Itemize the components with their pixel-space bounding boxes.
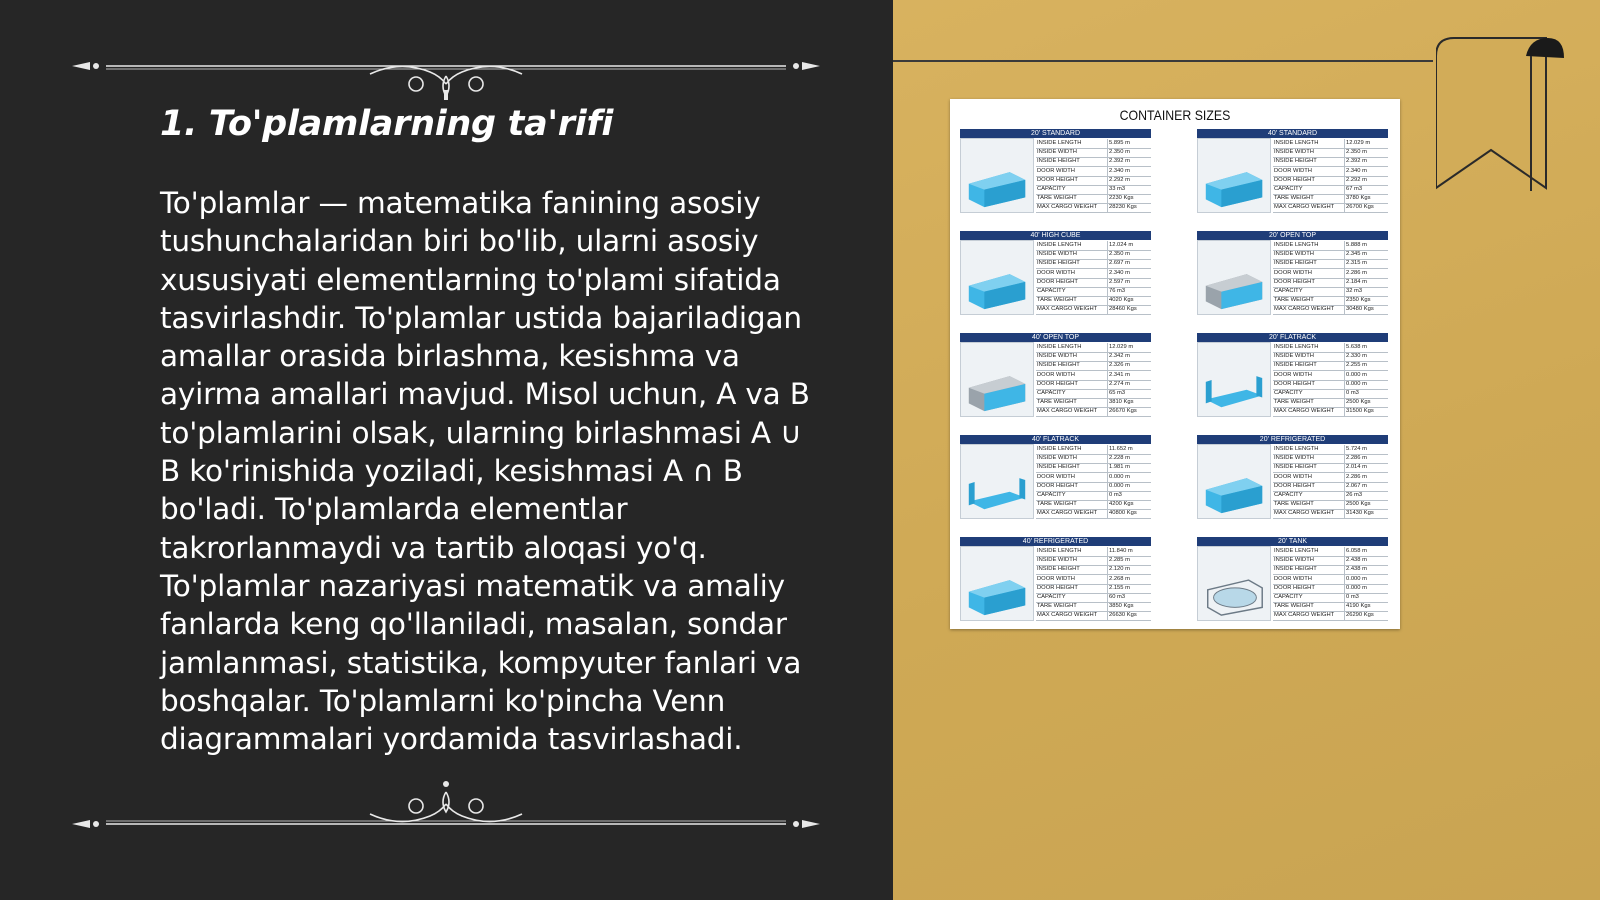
container-illustration	[1197, 240, 1271, 315]
spec-label: MAX CARGO WEIGHT	[1037, 407, 1108, 416]
spec-label: INSIDE WIDTH	[1037, 148, 1108, 157]
body-line: To'plamlar nazariyasi matematik va amaliy	[160, 568, 785, 603]
spec-label: DOOR HEIGHT	[1274, 584, 1345, 593]
container-illustration	[960, 444, 1034, 519]
top-ornament-divider	[66, 40, 826, 100]
spec-label: INSIDE WIDTH	[1037, 250, 1108, 259]
container-spec-table	[1036, 547, 1151, 621]
spec-value: 26670 Kgs	[1109, 408, 1137, 415]
body-line: tushunchalaridan biri bo'lib, ularni asosiy	[160, 224, 759, 259]
container-spec-card	[960, 333, 1151, 417]
spec-label: MAX CARGO WEIGHT	[1274, 611, 1345, 620]
spec-value: 2.350 m	[1109, 149, 1130, 156]
container-spec-card	[1197, 435, 1388, 519]
spec-label: CAPACITY	[1037, 185, 1108, 194]
spec-label: DOOR HEIGHT	[1037, 482, 1108, 491]
container-spec-card	[1197, 537, 1388, 621]
container-sizes-title: CONTAINER SIZES	[1119, 107, 1231, 123]
spec-value: 5.895 m	[1109, 140, 1130, 146]
container-illustration	[1197, 546, 1271, 621]
spec-value: 2.120 m	[1109, 566, 1130, 573]
spec-label: CAPACITY	[1274, 593, 1345, 602]
spec-label: MAX CARGO WEIGHT	[1037, 203, 1108, 212]
container-illustration	[960, 546, 1034, 621]
container-type-label: 20' TANK	[1197, 537, 1388, 546]
container-type-label: 20' STANDARD	[960, 129, 1151, 138]
spec-label: INSIDE LENGTH	[1274, 139, 1345, 148]
spec-label: INSIDE LENGTH	[1037, 343, 1108, 352]
spec-value: 60 m3	[1109, 594, 1126, 600]
container-type-label: 40' STANDARD	[1197, 129, 1388, 138]
container-spec-card	[1197, 129, 1388, 213]
spec-value: 2.330 m	[1346, 353, 1367, 360]
slide-title: 1. To'plamlarning ta'rifi	[160, 104, 614, 144]
spec-value: 2350 Kgs	[1346, 297, 1371, 304]
spec-value: 2.350 m	[1109, 251, 1130, 258]
container-spec-table	[1036, 343, 1151, 417]
spec-label: INSIDE HEIGHT	[1037, 259, 1108, 268]
container-spec-card	[960, 129, 1151, 213]
spec-row	[1036, 407, 1151, 417]
container-type-label: 40' REFRIGERATED	[960, 537, 1151, 546]
spec-row	[1036, 305, 1151, 315]
spec-label: CAPACITY	[1037, 389, 1108, 398]
spec-value: 3810 Kgs	[1109, 399, 1134, 406]
spec-label: TARE WEIGHT	[1037, 194, 1108, 203]
spec-label: CAPACITY	[1274, 491, 1345, 500]
spec-label: INSIDE WIDTH	[1274, 556, 1345, 565]
spec-value: 2500 Kgs	[1346, 399, 1371, 406]
spec-value: 11.840 m	[1109, 548, 1133, 554]
spec-label: INSIDE HEIGHT	[1037, 565, 1108, 574]
spec-label: DOOR WIDTH	[1037, 575, 1108, 584]
container-spec-table	[1036, 445, 1151, 519]
spec-label: INSIDE HEIGHT	[1274, 463, 1345, 472]
divider-line	[893, 60, 1433, 62]
spec-row	[1036, 611, 1151, 621]
container-spec-table	[1036, 241, 1151, 315]
spec-value: 3850 Kgs	[1109, 603, 1134, 610]
body-line: boshqalar. To'plamlarni ko'pincha Venn	[160, 683, 726, 718]
body-line: tasvirlashdir. To'plamlar ustida bajariladigan	[160, 300, 802, 335]
spec-label: INSIDE HEIGHT	[1274, 361, 1345, 370]
spec-label: MAX CARGO WEIGHT	[1037, 305, 1108, 314]
spec-value: 2.350 m	[1346, 149, 1367, 156]
spec-label: CAPACITY	[1037, 593, 1108, 602]
spec-value: 31430 Kgs	[1346, 510, 1374, 517]
spec-value: 26290 Kgs	[1346, 612, 1374, 619]
spec-label: INSIDE LENGTH	[1037, 445, 1108, 454]
spec-label: DOOR HEIGHT	[1274, 278, 1345, 287]
spec-label: TARE WEIGHT	[1037, 602, 1108, 611]
container-type-label: 20' OPEN TOP	[1197, 231, 1388, 240]
container-illustration	[960, 138, 1034, 213]
spec-row	[1273, 407, 1388, 417]
spec-value: 76 m3	[1109, 288, 1126, 294]
spec-value: 2.268 m	[1109, 575, 1130, 582]
spec-label: DOOR WIDTH	[1037, 167, 1108, 176]
spec-value: 2.438 m	[1346, 557, 1367, 564]
spec-value: 2.014 m	[1346, 464, 1367, 471]
spec-value: 2.286 m	[1346, 455, 1367, 462]
spec-label: INSIDE WIDTH	[1274, 250, 1345, 259]
spec-value: 32 m3	[1346, 288, 1363, 294]
spec-value: 65 m3	[1109, 390, 1126, 396]
spec-value: 2.286 m	[1346, 473, 1367, 480]
spec-label: INSIDE HEIGHT	[1037, 157, 1108, 166]
spec-value: 2.438 m	[1346, 566, 1367, 573]
bottom-ornament-divider	[66, 770, 826, 830]
spec-value: 0 m3	[1109, 492, 1122, 498]
spec-value: 5.724 m	[1346, 446, 1367, 452]
spec-label: DOOR HEIGHT	[1274, 176, 1345, 185]
container-spec-card	[960, 537, 1151, 621]
container-sizes-image	[950, 99, 1400, 629]
spec-value: 4200 Kgs	[1109, 501, 1134, 508]
container-spec-table	[1273, 547, 1388, 621]
spec-label: MAX CARGO WEIGHT	[1037, 611, 1108, 620]
spec-label: DOOR WIDTH	[1037, 371, 1108, 380]
spec-value: 12.029 m	[1109, 344, 1134, 350]
spec-value: 4020 Kgs	[1109, 297, 1134, 304]
spec-label: INSIDE HEIGHT	[1274, 259, 1345, 268]
spec-value: 2.392 m	[1346, 158, 1367, 165]
spec-value: 3780 Kgs	[1346, 195, 1371, 202]
spec-value: 2.340 m	[1346, 167, 1367, 174]
spec-value: 12.024 m	[1109, 242, 1134, 248]
spec-label: DOOR HEIGHT	[1274, 380, 1345, 389]
spec-value: 2.340 m	[1109, 269, 1130, 276]
spec-value: 1.981 m	[1109, 464, 1130, 471]
spec-label: CAPACITY	[1274, 389, 1345, 398]
spec-value: 0.000 m	[1346, 575, 1367, 582]
container-spec-table	[1273, 139, 1388, 213]
spec-label: INSIDE HEIGHT	[1274, 157, 1345, 166]
spec-label: INSIDE WIDTH	[1274, 352, 1345, 361]
spec-row	[1036, 203, 1151, 213]
body-line: xususiyati elementlarning to'plami sifatida	[160, 262, 781, 297]
container-spec-table	[1273, 343, 1388, 417]
spec-value: 26 m3	[1346, 492, 1363, 498]
container-type-label: 20' REFRIGERATED	[1197, 435, 1388, 444]
spec-value: 2.340 m	[1109, 167, 1130, 174]
spec-label: DOOR HEIGHT	[1037, 584, 1108, 593]
spec-label: INSIDE HEIGHT	[1274, 565, 1345, 574]
container-spec-table	[1273, 445, 1388, 519]
spec-label: INSIDE LENGTH	[1274, 445, 1345, 454]
spec-label: INSIDE WIDTH	[1037, 556, 1108, 565]
spec-value: 33 m3	[1109, 186, 1126, 192]
body-line: B ko'rinishida yoziladi, kesishmasi A ∩ B	[160, 454, 743, 489]
spec-label: INSIDE WIDTH	[1037, 352, 1108, 361]
spec-value: 0 m3	[1346, 390, 1359, 396]
spec-label: CAPACITY	[1037, 287, 1108, 296]
spec-value: 2.341 m	[1109, 371, 1130, 378]
container-spec-card	[960, 435, 1151, 519]
spec-value: 2500 Kgs	[1346, 501, 1371, 508]
spec-label: TARE WEIGHT	[1274, 194, 1345, 203]
spec-value: 2.326 m	[1109, 362, 1130, 369]
container-illustration	[960, 240, 1034, 315]
spec-row	[1273, 611, 1388, 621]
spec-value: 12.029 m	[1346, 140, 1371, 146]
body-line: takrorlanmaydi va tartib aloqasi yo'q.	[160, 530, 707, 565]
spec-label: INSIDE LENGTH	[1274, 241, 1345, 250]
container-spec-card	[1197, 231, 1388, 315]
spec-label: INSIDE LENGTH	[1274, 343, 1345, 352]
spec-value: 5.888 m	[1346, 242, 1367, 248]
spec-label: DOOR WIDTH	[1274, 575, 1345, 584]
spec-value: 2.315 m	[1346, 260, 1367, 267]
body-line: bo'ladi. To'plamlarda elementlar	[160, 492, 628, 527]
spec-value: 4190 Kgs	[1346, 603, 1371, 610]
spec-label: INSIDE WIDTH	[1037, 454, 1108, 463]
spec-label: INSIDE WIDTH	[1274, 454, 1345, 463]
bookmark-ribbon-icon	[1436, 36, 1566, 196]
spec-row	[1273, 203, 1388, 213]
spec-label: CAPACITY	[1274, 185, 1345, 194]
body-line: amallar orasida birlashma, kesishma va	[160, 339, 740, 374]
container-spec-table	[1036, 139, 1151, 213]
spec-label: TARE WEIGHT	[1274, 602, 1345, 611]
spec-label: TARE WEIGHT	[1274, 398, 1345, 407]
container-illustration	[1197, 444, 1271, 519]
spec-label: MAX CARGO WEIGHT	[1274, 305, 1345, 314]
spec-value: 2.155 m	[1109, 584, 1130, 591]
body-line: jamlanmasi, statistika, kompyuter fanlari va	[160, 645, 802, 680]
spec-value: 0.000 m	[1346, 584, 1367, 591]
spec-label: DOOR WIDTH	[1037, 269, 1108, 278]
spec-value: 5.638 m	[1346, 344, 1367, 350]
container-illustration	[1197, 342, 1271, 417]
spec-value: 2.286 m	[1346, 269, 1367, 276]
spec-label: INSIDE HEIGHT	[1037, 463, 1108, 472]
body-line: to'plamlarini olsak, ularning birlashmasi A ∪	[160, 415, 802, 450]
spec-label: TARE WEIGHT	[1037, 398, 1108, 407]
spec-label: INSIDE LENGTH	[1037, 547, 1108, 556]
spec-label: TARE WEIGHT	[1274, 500, 1345, 509]
spec-value: 0.000 m	[1109, 482, 1130, 489]
spec-value: 2.184 m	[1346, 278, 1367, 285]
spec-label: DOOR HEIGHT	[1274, 482, 1345, 491]
spec-value: 0.000 m	[1346, 380, 1367, 387]
spec-label: DOOR HEIGHT	[1037, 176, 1108, 185]
spec-value: 2.255 m	[1346, 362, 1367, 369]
body-line: ayirma amallari mavjud. Misol uchun, A va B	[160, 377, 810, 412]
spec-value: 6.058 m	[1346, 548, 1367, 554]
spec-label: MAX CARGO WEIGHT	[1274, 407, 1345, 416]
spec-label: DOOR WIDTH	[1037, 473, 1108, 482]
spec-value: 0.000 m	[1109, 473, 1130, 480]
body-line: To'plamlar — matematika fanining asosiy	[160, 186, 761, 220]
spec-value: 2.274 m	[1109, 380, 1130, 387]
body-line: fanlarda keng qo'llaniladi, masalan, sondar	[160, 607, 787, 642]
spec-value: 26630 Kgs	[1109, 612, 1137, 619]
spec-label: CAPACITY	[1274, 287, 1345, 296]
container-spec-card	[1197, 333, 1388, 417]
spec-value: 30480 Kgs	[1346, 306, 1374, 313]
spec-value: 28460 Kgs	[1109, 306, 1137, 313]
container-spec-table	[1273, 241, 1388, 315]
spec-value: 40800 Kgs	[1109, 510, 1137, 517]
spec-value: 2.285 m	[1109, 557, 1130, 564]
spec-value: 2.292 m	[1346, 176, 1367, 183]
container-illustration	[1197, 138, 1271, 213]
spec-value: 2.697 m	[1109, 260, 1130, 267]
spec-value: 2.597 m	[1109, 278, 1130, 285]
spec-label: CAPACITY	[1037, 491, 1108, 500]
container-type-label: 40' OPEN TOP	[960, 333, 1151, 342]
spec-label: INSIDE LENGTH	[1037, 241, 1108, 250]
spec-label: MAX CARGO WEIGHT	[1274, 203, 1345, 212]
spec-value: 67 m3	[1346, 186, 1363, 192]
spec-label: INSIDE LENGTH	[1274, 547, 1345, 556]
spec-label: TARE WEIGHT	[1037, 500, 1108, 509]
container-spec-card	[960, 231, 1151, 315]
spec-label: INSIDE WIDTH	[1274, 148, 1345, 157]
spec-value: 0 m3	[1346, 594, 1359, 600]
container-illustration	[960, 342, 1034, 417]
spec-value: 31500 Kgs	[1346, 408, 1374, 415]
spec-value: 2.345 m	[1346, 251, 1367, 258]
spec-label: TARE WEIGHT	[1037, 296, 1108, 305]
spec-row	[1273, 305, 1388, 315]
spec-label: DOOR HEIGHT	[1037, 380, 1108, 389]
spec-label: MAX CARGO WEIGHT	[1274, 509, 1345, 518]
container-type-label: 40' FLATRACK	[960, 435, 1151, 444]
spec-value: 2.292 m	[1109, 176, 1130, 183]
spec-label: TARE WEIGHT	[1274, 296, 1345, 305]
spec-label: DOOR WIDTH	[1274, 473, 1345, 482]
spec-row	[1273, 509, 1388, 519]
spec-label: INSIDE HEIGHT	[1037, 361, 1108, 370]
container-type-label: 20' FLATRACK	[1197, 333, 1388, 342]
spec-value: 0.000 m	[1346, 371, 1367, 378]
spec-value: 2.228 m	[1109, 455, 1130, 462]
spec-label: DOOR HEIGHT	[1037, 278, 1108, 287]
spec-label: DOOR WIDTH	[1274, 371, 1345, 380]
spec-row	[1036, 509, 1151, 519]
spec-label: INSIDE LENGTH	[1037, 139, 1108, 148]
spec-value: 28230 Kgs	[1109, 204, 1137, 211]
spec-value: 2.067 m	[1346, 482, 1367, 489]
spec-value: 2.342 m	[1109, 353, 1130, 360]
body-line: diagrammalari yordamida tasvirlashadi.	[160, 722, 743, 757]
spec-label: MAX CARGO WEIGHT	[1037, 509, 1108, 518]
slide-body-text	[160, 184, 830, 758]
spec-value: 11.652 m	[1109, 446, 1133, 452]
spec-value: 2230 Kgs	[1109, 195, 1134, 202]
spec-label: DOOR WIDTH	[1274, 167, 1345, 176]
spec-value: 2.392 m	[1109, 158, 1130, 165]
spec-value: 26700 Kgs	[1346, 204, 1374, 211]
spec-label: DOOR WIDTH	[1274, 269, 1345, 278]
container-type-label: 40' HIGH CUBE	[960, 231, 1151, 240]
